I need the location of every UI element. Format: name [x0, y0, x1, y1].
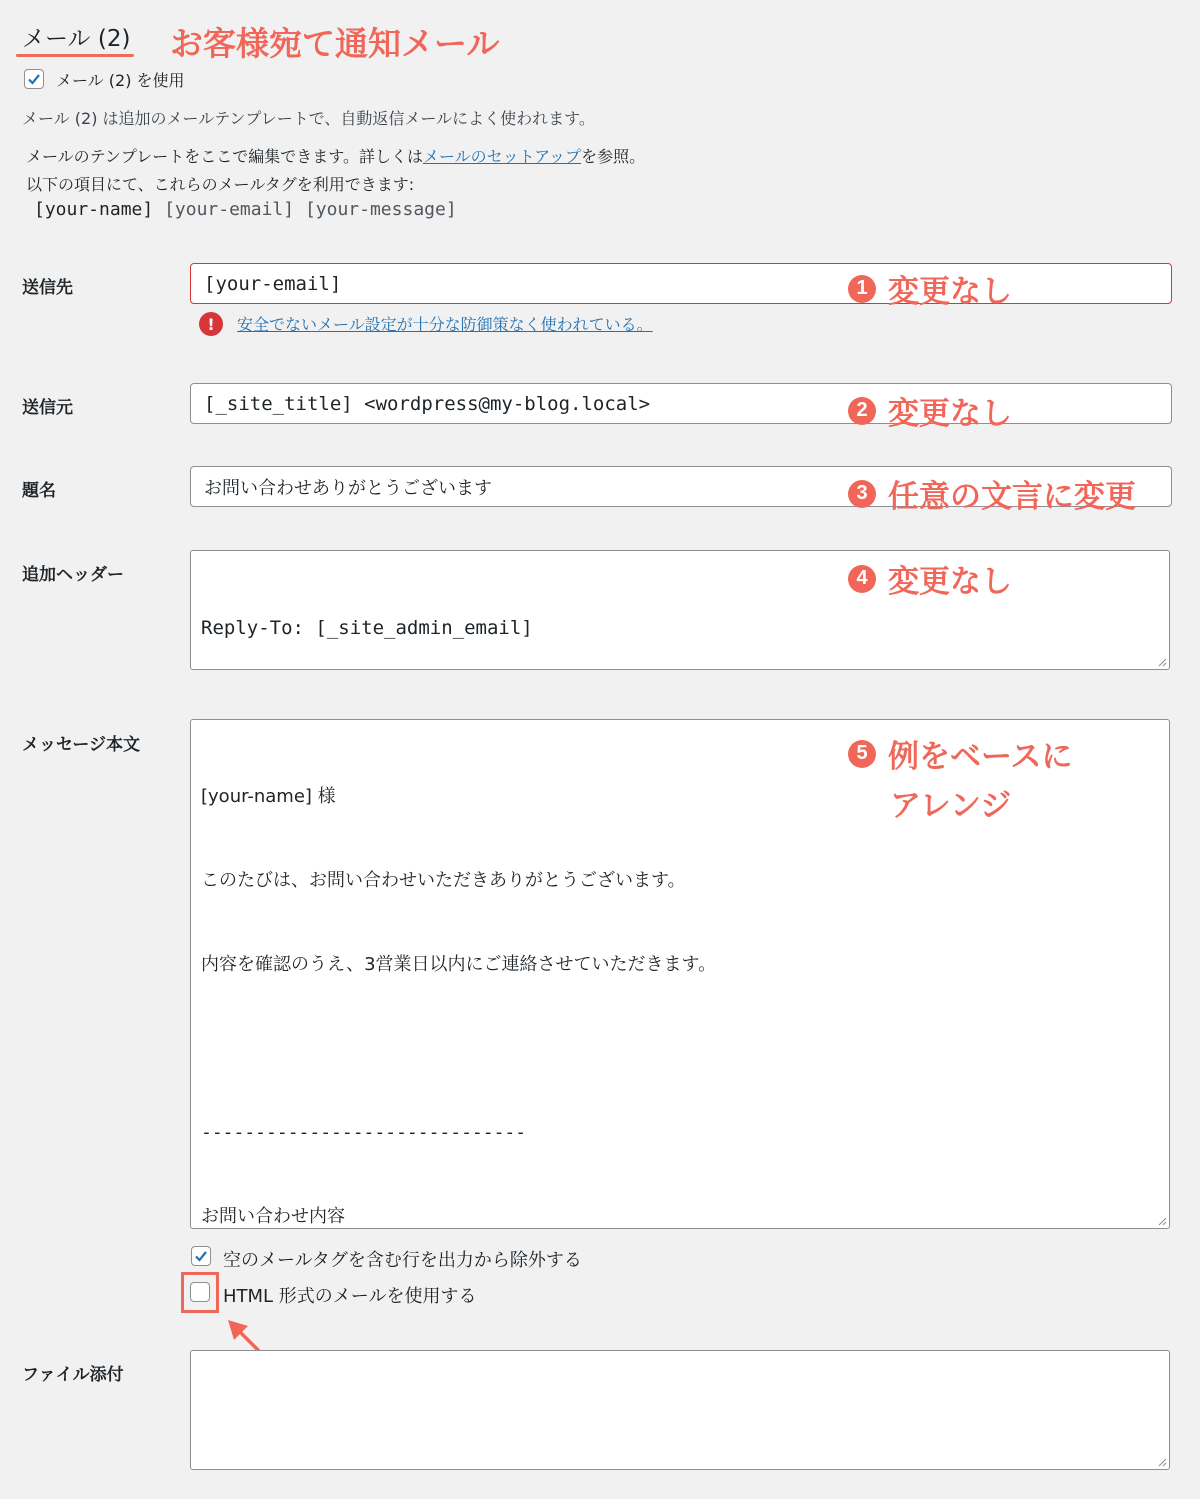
annotation-3 — [848, 471, 1136, 516]
checkmark-icon — [26, 71, 42, 87]
body-line: このたびは、お問い合わせいただきありがとうございます。 — [201, 870, 686, 891]
from-input-value: [_site_title] <wordpress@my-blog.local> — [204, 392, 651, 415]
annotation-5 — [848, 731, 1072, 776]
annotation-4 — [848, 556, 1012, 601]
mail-setup-link[interactable]: メールのセットアップ — [422, 147, 582, 166]
body-line: [your-name] 様 — [201, 786, 336, 807]
annotation-4-text: 変更なし — [888, 564, 1012, 600]
annotation-3-text: 任意の文言に変更 — [888, 479, 1136, 515]
mail-tag-your-message[interactable]: [your-message] — [304, 199, 457, 220]
use-mail2-checkbox[interactable] — [24, 69, 44, 89]
exclude-empty-checkbox[interactable] — [191, 1246, 211, 1266]
html-format-checkbox[interactable] — [190, 1282, 210, 1302]
body-textarea[interactable] — [190, 719, 1170, 1229]
resize-grip-icon[interactable] — [1157, 1457, 1167, 1467]
annotation-1-badge: 1 — [848, 275, 876, 303]
to-label: 送信先 — [22, 278, 73, 298]
body-line: お問い合わせ内容 — [201, 1206, 345, 1227]
attachments-textarea[interactable] — [190, 1350, 1170, 1470]
help-prefix: メールのテンプレートをここで編集できます。詳しくは — [26, 147, 423, 166]
html-format-label: HTML 形式のメールを使用する — [223, 1286, 477, 1307]
mail-tag-your-name[interactable]: [your-name] — [34, 199, 154, 220]
body-line: ------------------------------ — [201, 1122, 527, 1143]
to-input[interactable] — [190, 263, 1172, 304]
help-text — [26, 144, 645, 167]
subject-input-value: お問い合わせありがとうございます — [204, 477, 492, 499]
use-mail2-label: メール (2) を使用 — [56, 71, 185, 90]
title-underline — [16, 54, 134, 57]
to-input-value: [your-email] — [204, 272, 342, 295]
tags-intro: 以下の項目にて、これらのメールタグを利用できます: — [26, 175, 415, 194]
panel-title: メール (2) — [22, 26, 131, 52]
annotation-2-text: 変更なし — [888, 396, 1012, 432]
annotation-5-text-line1: 例をベースに — [888, 739, 1073, 775]
attachments-label: ファイル添付 — [22, 1365, 124, 1385]
mail-tag-your-email[interactable]: [your-email] — [164, 199, 295, 220]
warning-icon: ! — [199, 312, 223, 336]
checkmark-icon — [193, 1248, 209, 1264]
body-line — [201, 1035, 1159, 1063]
to-warning-link[interactable]: 安全でないメール設定が十分な防御策なく使われている。 — [237, 315, 653, 334]
annotation-4-badge: 4 — [848, 565, 876, 593]
mail-tags — [34, 199, 457, 220]
from-label: 送信元 — [22, 398, 73, 418]
resize-grip-icon[interactable] — [1157, 657, 1167, 667]
headers-textarea[interactable] — [190, 550, 1170, 670]
annotation-2-badge: 2 — [848, 397, 876, 425]
from-input[interactable] — [190, 383, 1172, 424]
annotation-5-text-line2: アレンジ — [890, 788, 1012, 824]
body-label: メッセージ本文 — [22, 735, 140, 755]
body-line: 内容を確認のうえ、3営業日以内にご連絡させていただきます。 — [201, 954, 717, 975]
resize-grip-icon[interactable] — [1157, 1216, 1167, 1226]
annotation-2 — [848, 388, 1012, 433]
subject-label: 題名 — [22, 481, 56, 501]
panel-description: メール (2) は追加のメールテンプレートで、自動返信メールによく使われます。 — [22, 109, 595, 128]
exclude-empty-label: 空のメールタグを含む行を出力から除外する — [223, 1250, 582, 1271]
annotation-3-badge: 3 — [848, 480, 876, 508]
headers-label: 追加ヘッダー — [22, 565, 124, 585]
help-suffix: を参照。 — [581, 147, 646, 166]
title-annotation: お客様宛て通知メール — [170, 24, 500, 63]
annotation-5-badge: 5 — [848, 740, 876, 768]
annotation-1 — [848, 266, 1012, 311]
annotation-1-text: 変更なし — [888, 274, 1012, 310]
headers-value: Reply-To: [_site_admin_email] — [201, 617, 533, 639]
